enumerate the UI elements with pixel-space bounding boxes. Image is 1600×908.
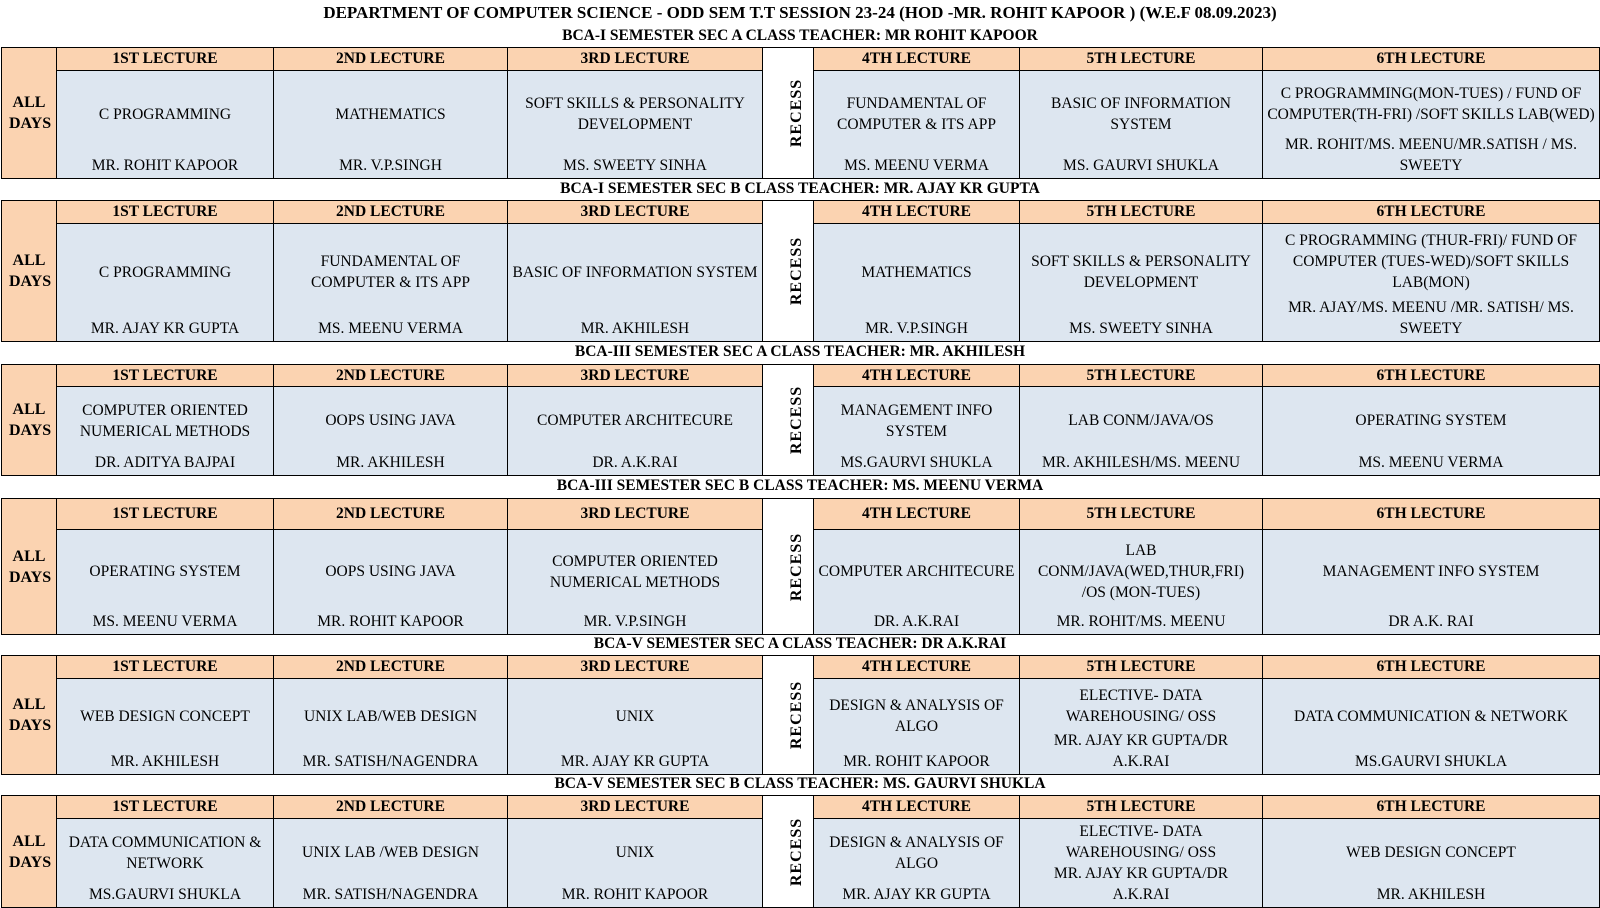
lecture-cell — [1020, 224, 1263, 342]
lecture-cell — [508, 224, 763, 342]
section-heading: BCA-III SEMESTER SEC A CLASS TEACHER: MR. AKHILESH — [574, 343, 1026, 360]
subject-name: DESIGN & ANALYSIS OF ALGO — [829, 697, 1004, 735]
teacher-name: MR. AJAY KR GUPTA/DR A.K.RAI — [1053, 732, 1229, 770]
subject-name: FUNDAMENTAL OF COMPUTER & ITS APP — [837, 95, 996, 133]
lecture-header: 1ST LECTURE — [57, 499, 274, 530]
lecture-cell — [274, 679, 508, 775]
lecture-cell — [814, 224, 1020, 342]
recess-column — [763, 201, 814, 342]
lecture-header: 1ST LECTURE — [57, 48, 274, 71]
recess-column — [763, 796, 814, 908]
subject-name: BASIC OF INFORMATION SYSTEM — [1051, 95, 1231, 133]
lecture-header: 3RD LECTURE — [508, 499, 763, 530]
lecture-header: 3RD LECTURE — [508, 201, 763, 224]
lecture-header: 3RD LECTURE — [508, 48, 763, 71]
lecture-header: 2ND LECTURE — [274, 499, 508, 530]
all-days-text: ALL DAYS — [9, 696, 52, 734]
subject-name: LAB CONM/JAVA/OS — [1068, 412, 1214, 429]
lecture-header: 2ND LECTURE — [274, 48, 508, 71]
teacher-name: MR. ROHIT/MS. MEENU/MR.SATISH / MS. SWEETY — [1285, 136, 1577, 174]
teacher-name: MR. AKHILESH/MS. MEENU — [1041, 454, 1241, 471]
lecture-cell — [274, 71, 508, 179]
recess-column — [763, 365, 814, 476]
lecture-cell — [57, 71, 274, 179]
lecture-header: 3RD LECTURE — [508, 365, 763, 387]
section-table — [1, 655, 1600, 775]
subject-name: C PROGRAMMING — [98, 263, 232, 281]
all-days-text: ALL DAYS — [9, 94, 52, 132]
all-days-text: ALL DAYS — [9, 832, 52, 871]
subject-name: C PROGRAMMING — [98, 105, 232, 123]
teacher-name: MS.GAURVI SHUKLA — [840, 454, 993, 471]
recess-column — [763, 656, 814, 775]
subject-name: DESIGN & ANALYSIS OF ALGO — [829, 833, 1004, 872]
lecture-header: 6TH LECTURE — [1263, 499, 1600, 530]
lecture-cell — [814, 679, 1020, 775]
teacher-name: DR A.K. RAI — [1388, 613, 1474, 630]
teacher-name: MR. AJAY KR GUPTA — [842, 886, 991, 903]
all-days-label — [2, 499, 57, 635]
teacher-name: MR. AKHILESH — [336, 454, 445, 471]
teacher-name: MR. V.P.SINGH — [865, 320, 968, 337]
recess-label: RECESS — [788, 385, 806, 455]
subject-name: ELECTIVE- DATA WAREHOUSING/ OSS — [1065, 823, 1217, 861]
section-table — [1, 47, 1600, 179]
teacher-name: MS. MEENU VERMA — [844, 157, 989, 174]
lecture-cell — [1020, 679, 1263, 775]
lecture-cell — [814, 819, 1020, 908]
subject-name: C PROGRAMMING (THUR-FRI)/ FUND OF COMPUTER (TUES-WED)/SOFT SKILLS LAB(MON) — [1285, 232, 1577, 291]
lecture-header: 1ST LECTURE — [57, 365, 274, 387]
section-heading: BCA-III SEMESTER SEC B CLASS TEACHER: MS. MEENU VERMA — [556, 477, 1044, 494]
subject-name: MANAGEMENT INFO SYSTEM — [840, 401, 993, 440]
subject-name: UNIX LAB/WEB DESIGN — [303, 707, 478, 725]
lecture-cell — [274, 819, 508, 908]
lecture-header: 1ST LECTURE — [57, 201, 274, 224]
lecture-header: 2ND LECTURE — [274, 656, 508, 679]
subject-name: MATHEMATICS — [335, 105, 446, 123]
subject-name: OOPS USING JAVA — [325, 563, 456, 580]
subject-name: DATA COMMUNICATION & NETWORK — [1294, 707, 1568, 725]
lecture-header: 4TH LECTURE — [814, 796, 1020, 819]
teacher-name: MS. GAURVI SHUKLA — [1063, 157, 1219, 174]
lecture-header: 6TH LECTURE — [1263, 656, 1600, 679]
lecture-header: 4TH LECTURE — [814, 48, 1020, 71]
subject-name: COMPUTER ORIENTED NUMERICAL METHODS — [549, 552, 721, 591]
section-heading: BCA-I SEMESTER SEC B CLASS TEACHER: MR. AJAY KR GUPTA — [560, 180, 1040, 197]
subject-name: COMPUTER ORIENTED NUMERICAL METHODS — [79, 401, 251, 440]
teacher-name: MR. AJAY KR GUPTA — [560, 753, 710, 770]
teacher-name: MR. ROHIT/MS. MEENU — [1056, 613, 1226, 630]
lecture-cell — [508, 71, 763, 179]
section-table — [1, 200, 1600, 342]
lecture-header: 5TH LECTURE — [1020, 499, 1263, 530]
teacher-name: MR. AJAY/MS. MEENU /MR. SATISH/ MS. SWEETY — [1288, 299, 1574, 337]
lecture-cell — [1263, 224, 1600, 342]
teacher-name: MR. ROHIT KAPOOR — [91, 157, 239, 174]
lecture-header: 2ND LECTURE — [274, 201, 508, 224]
page-title: DEPARTMENT OF COMPUTER SCIENCE - ODD SEM T.T SESSION 23-24 (HOD -MR. ROHIT KAPOOR ) (W.E.F 08.09.2023) — [323, 3, 1277, 22]
teacher-name: MS. MEENU VERMA — [92, 613, 238, 630]
lecture-cell — [1263, 387, 1600, 476]
all-days-label — [2, 796, 57, 908]
all-days-label — [2, 48, 57, 179]
teacher-name: MS. MEENU VERMA — [1358, 454, 1504, 471]
lecture-cell — [508, 679, 763, 775]
lecture-cell — [1020, 71, 1263, 179]
teacher-name: DR. A.K.RAI — [592, 454, 678, 471]
teacher-name: MS.GAURVI SHUKLA — [1354, 753, 1508, 770]
lecture-header: 6TH LECTURE — [1263, 48, 1600, 71]
recess-label: RECESS — [788, 236, 806, 306]
all-days-label — [2, 656, 57, 775]
lecture-cell — [1263, 530, 1600, 635]
subject-name: UNIX — [615, 844, 655, 861]
teacher-name: MR. AKHILESH — [1376, 886, 1486, 903]
lecture-header: 5TH LECTURE — [1020, 656, 1263, 679]
recess-label: RECESS — [788, 78, 806, 148]
lecture-cell — [57, 819, 274, 908]
subject-name: FUNDAMENTAL OF COMPUTER & ITS APP — [311, 253, 470, 291]
teacher-name: DR. ADITYA BAJPAI — [94, 454, 236, 471]
teacher-name: MR. AJAY KR GUPTA/DR A.K.RAI — [1053, 865, 1229, 903]
recess-column — [763, 48, 814, 179]
subject-name: OPERATING SYSTEM — [89, 563, 241, 580]
teacher-name: MS. SWEETY SINHA — [563, 157, 707, 174]
teacher-name: MR. ROHIT KAPOOR — [317, 613, 464, 630]
teacher-name: MR. AKHILESH — [110, 753, 220, 770]
section-table — [1, 364, 1600, 476]
lecture-header: 5TH LECTURE — [1020, 365, 1263, 387]
lecture-cell — [1263, 679, 1600, 775]
section-table — [1, 795, 1600, 908]
subject-name: OPERATING SYSTEM — [1355, 412, 1507, 429]
lecture-cell — [57, 224, 274, 342]
recess-label: RECESS — [788, 680, 806, 750]
lecture-cell — [57, 679, 274, 775]
lecture-header: 2ND LECTURE — [274, 365, 508, 387]
lecture-header: 5TH LECTURE — [1020, 201, 1263, 224]
subject-name: C PROGRAMMING(MON-TUES) / FUND OF COMPUTER(TH-FRI) /SOFT SKILLS LAB(WED) — [1267, 84, 1595, 123]
lecture-header: 4TH LECTURE — [814, 365, 1020, 387]
teacher-name: MR. ROHIT KAPOOR — [561, 886, 709, 903]
teacher-name: MS. SWEETY SINHA — [1069, 320, 1213, 337]
teacher-name: MR. ROHIT KAPOOR — [843, 753, 990, 770]
lecture-cell — [508, 819, 763, 908]
section-heading: BCA-I SEMESTER SEC A CLASS TEACHER: MR ROHIT KAPOOR — [562, 27, 1038, 44]
lecture-cell — [274, 387, 508, 476]
lecture-cell — [508, 530, 763, 635]
lecture-header: 6TH LECTURE — [1263, 796, 1600, 819]
subject-name: MANAGEMENT INFO SYSTEM — [1322, 563, 1540, 580]
subject-name: MATHEMATICS — [861, 263, 972, 281]
lecture-cell — [57, 530, 274, 635]
subject-name: LAB CONM/JAVA(WED,THUR,FRI) /OS (MON-TUES) — [1037, 542, 1245, 601]
section-heading: BCA-V SEMESTER SEC A CLASS TEACHER: DR A.K.RAI — [593, 635, 1007, 652]
subject-name: SOFT SKILLS & PERSONALITY DEVELOPMENT — [1031, 253, 1251, 291]
lecture-cell — [1263, 71, 1600, 179]
lecture-header: 3RD LECTURE — [508, 656, 763, 679]
subject-name: UNIX — [615, 707, 655, 725]
lecture-cell — [1020, 819, 1263, 908]
lecture-cell — [274, 530, 508, 635]
lecture-cell — [508, 387, 763, 476]
lecture-cell — [1020, 530, 1263, 635]
lecture-header: 4TH LECTURE — [814, 656, 1020, 679]
lecture-header: 5TH LECTURE — [1020, 48, 1263, 71]
teacher-name: MS.GAURVI SHUKLA — [88, 886, 242, 903]
lecture-header: 6TH LECTURE — [1263, 365, 1600, 387]
all-days-text: ALL DAYS — [9, 547, 52, 586]
subject-name: COMPUTER ARCHITECURE — [818, 563, 1015, 580]
all-days-text: ALL DAYS — [9, 252, 52, 290]
all-days-label — [2, 365, 57, 476]
recess-label: RECESS — [788, 532, 806, 601]
lecture-header: 4TH LECTURE — [814, 201, 1020, 224]
teacher-name: MR. AKHILESH — [580, 320, 690, 337]
teacher-name: DR. A.K.RAI — [873, 613, 960, 630]
lecture-header: 1ST LECTURE — [57, 796, 274, 819]
subject-name: OOPS USING JAVA — [325, 412, 456, 429]
lecture-header: 2ND LECTURE — [274, 796, 508, 819]
lecture-header: 3RD LECTURE — [508, 796, 763, 819]
lecture-header: 6TH LECTURE — [1263, 201, 1600, 224]
subject-name: COMPUTER ARCHITECURE — [537, 412, 733, 429]
lecture-cell — [57, 387, 274, 476]
lecture-header: 5TH LECTURE — [1020, 796, 1263, 819]
subject-name: WEB DESIGN CONCEPT — [80, 707, 250, 725]
lecture-cell — [814, 387, 1020, 476]
subject-name: ELECTIVE- DATA WAREHOUSING/ OSS — [1065, 686, 1217, 725]
teacher-name: MR. SATISH/NAGENDRA — [302, 753, 479, 770]
lecture-header: 1ST LECTURE — [57, 656, 274, 679]
teacher-name: MR. V.P.SINGH — [339, 157, 442, 174]
lecture-cell — [274, 224, 508, 342]
subject-name: SOFT SKILLS & PERSONALITY DEVELOPMENT — [525, 95, 745, 133]
all-days-label — [2, 201, 57, 342]
recess-column — [763, 499, 814, 635]
teacher-name: MR. SATISH/NAGENDRA — [302, 886, 479, 903]
lecture-cell — [1263, 819, 1600, 908]
lecture-cell — [1020, 387, 1263, 476]
lecture-cell — [814, 71, 1020, 179]
subject-name: BASIC OF INFORMATION SYSTEM — [512, 263, 758, 281]
subject-name: WEB DESIGN CONCEPT — [1346, 844, 1516, 861]
lecture-header: 4TH LECTURE — [814, 499, 1020, 530]
teacher-name: MR. V.P.SINGH — [583, 613, 687, 630]
section-table — [1, 498, 1600, 635]
all-days-text: ALL DAYS — [9, 401, 52, 439]
subject-name: UNIX LAB /WEB DESIGN — [302, 844, 479, 861]
section-heading: BCA-V SEMESTER SEC B CLASS TEACHER: MS. GAURVI SHUKLA — [554, 775, 1046, 792]
lecture-cell — [814, 530, 1020, 635]
teacher-name: MR. AJAY KR GUPTA — [90, 320, 240, 337]
recess-label: RECESS — [788, 817, 806, 886]
teacher-name: MS. MEENU VERMA — [318, 320, 463, 337]
subject-name: DATA COMMUNICATION & NETWORK — [68, 833, 262, 872]
